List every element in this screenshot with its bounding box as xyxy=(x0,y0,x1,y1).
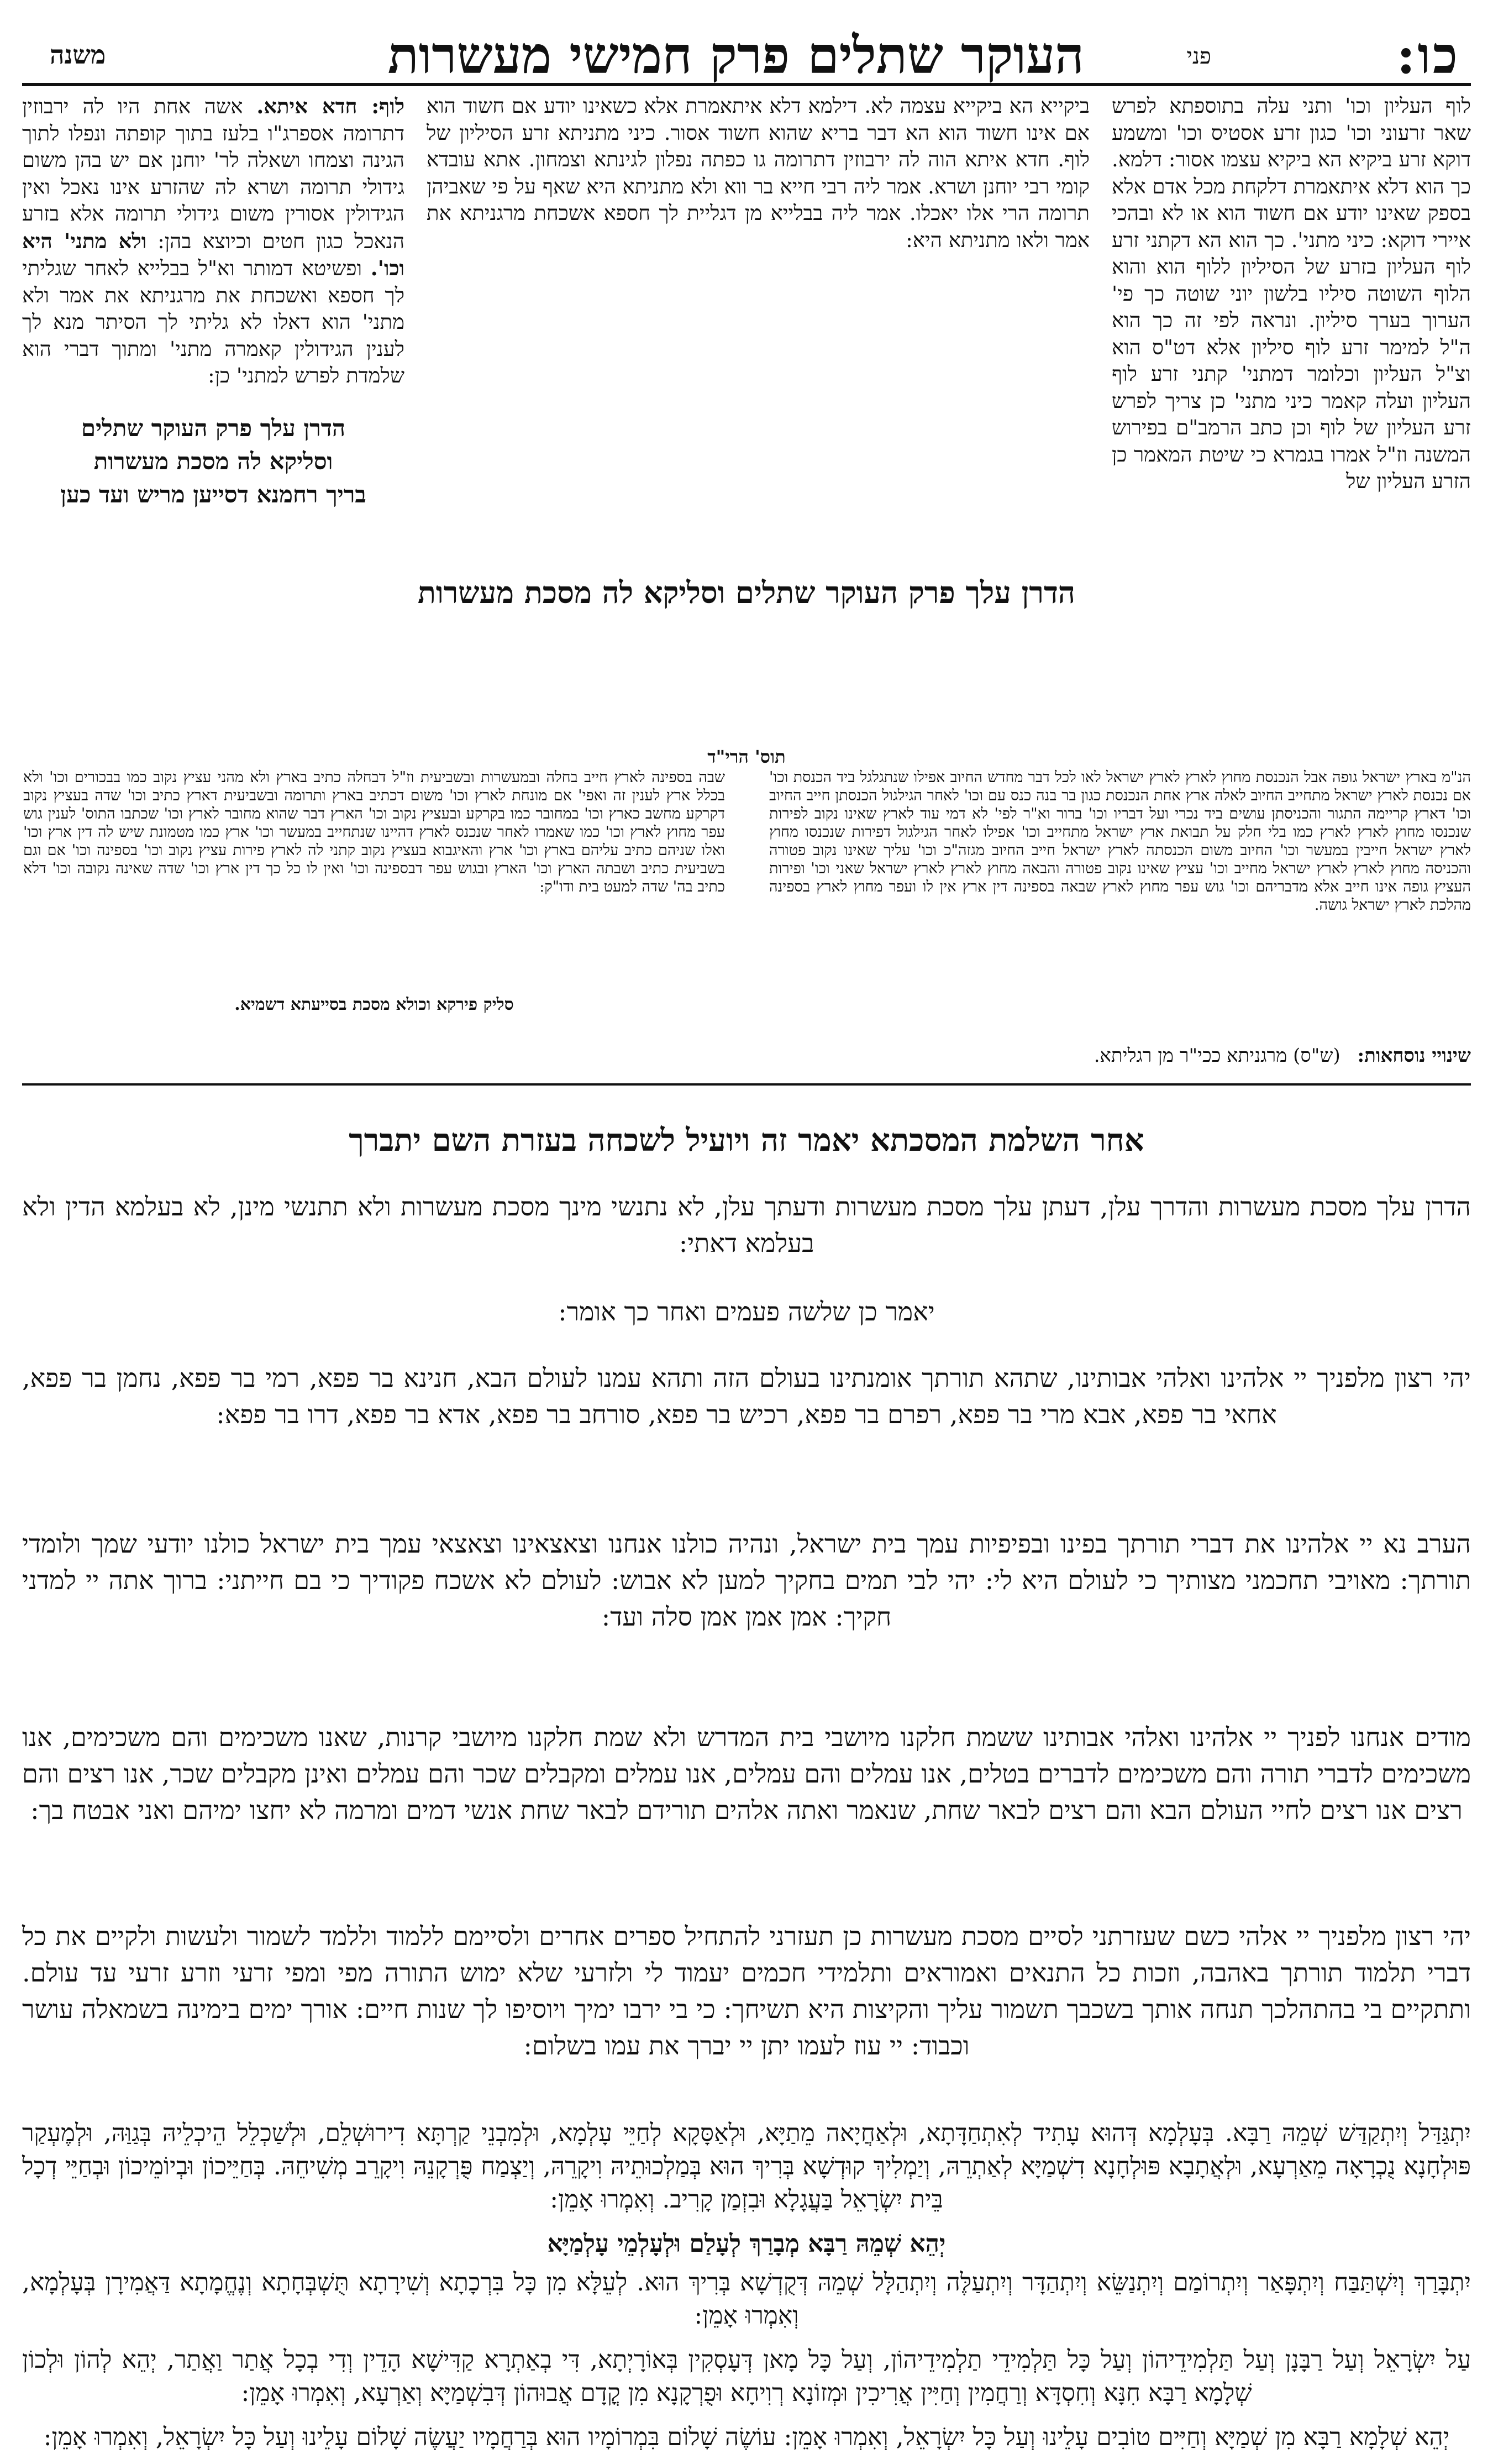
commentary-text: אשה אחת היו לה ירבוזין דתרומה אספרג"ו בלעז בתוך קופתה ונפלו לתוך הגינה וצמחו ושאלה לר' יוחנן אם יש בהן משום גידולי תרומה ושרא לה שהזרע אינו נאכל ואין הגידולין אסורין משום גידולי תרומה אלא בזרע הנאכל כגון חטים וכיוצא בהן: xyxy=(22,95,404,253)
mishna-label: משנה xyxy=(50,40,106,70)
siyum-box xyxy=(22,412,404,511)
commentary-left-column xyxy=(22,93,404,557)
main-text-block xyxy=(22,93,1471,557)
siyum-line: בריך רחמנא דסייען מריש ועד כען xyxy=(60,480,366,508)
siyum-line: הדרן עלך פרק העוקר שתלים xyxy=(81,414,346,442)
hadran-prayer: הדרן עלך מסכת מעשרות והדרך עלן, דעתן עלך מסכת מעשרות ודעתך עלן, לא נתנשי מינך מסכת מעשרות ולא תתנשי מינן, לא בעלמא הדין ולא בעלמא דאתי: xyxy=(22,1192,1471,1258)
kaddish-paragraph: יִתְגַּדַּל וְיִתְקַדַּשׁ שְׁמֵהּ רַבָּא. בְּעָלְמָא דְּהוּא עָתִיד לְאִתְחַדָּתָא, וּלְאַחֲיָאה מֵתַיָּא, וּלְאַסָּקָא לְחַיֵּי עָלְמָא, וּלְמִבְנֵי קַרְתָּא דִירוּשְׁלֵם, וּלְשַׁכְלֵל הֵיכְלֵיהּ בְּגַוַּהּ, וּלְמֶעְקַר פּוּלְחָנָא נֻכְרָאָה מֵאַרְעָא, וּלְאֲתָבָא פּוּלְחָנָא דִשְׁמַיָּא לְאַתְרֵהּ, וְיַמְלִיךְ קוּדְשָׁא בְּרִיךְ הוּא בְּמַלְכוּתֵיהּ וִיקָרֵהּ, וְיַצְמַח פֻּרְקָנֵהּ וִיקָרֵב מְשִׁיחֵהּ. בְּחַיֵּיכוֹן וּבְיוֹמֵיכוֹן וּבְחַיֵּי דְכָל בֵּית יִשְׂרָאֵל בַּעֲגָלָא וּבִזְמַן קָרִיב. וְאִמְרוּ אָמֵן: xyxy=(22,2119,1471,2214)
daf-number: כו: xyxy=(1396,25,1460,85)
yehi-ratzon-prayer: יהי רצון מלפניך יי אלהינו ואלהי אבותינו, שתהא תורתך אומנתינו בעולם הזה ותהא עמנו לעולם הבא, חנינא בר פפא, רמי בר פפא, נחמן בר פפא, אחאי בר פפא, אבא מרי בר פפא, רפרם בר פפא, רכיש בר פפא, סורחב בר פפא, אדא בר פפא, דרו בר פפא: xyxy=(22,1363,1471,1429)
instruction-line: יאמר כן שלשה פעמים ואחר כך אומר: xyxy=(558,1297,935,1327)
commentary-right-column: לוף העליון וכו' ותני עלה בתוספתא לפרש שאר זרעוני וכו' כגון זרע אסטיס וכו' ומשמע דוקא זרע ביקיא הא ביקיא עצמו אסור: דלמא. כך הוא דלא איתאמרת דלקחת מכל אדם אלא בספק שאינו יודע אם חשוד הוא או לא ובהכי איירי דוקא: כיני מתני'. כך הוא הא דקתני זרע לוף העליון בזרע של הסיליון ללוף הוא והוא הלוף השוטה סיליו בלשון יוני שוטה כך פי' הערוך בערך סיליון. ונראה לפי זה כך הוא ה"ל למימר זרע לוף סיליון אלא דט"ס הוא וצ"ל העליון וכלומר דמתני' קתני זרע לוף העליון ועלה קאמר כיני מתני' כן צריך לפרש זרע העליון של לוף וכן כתב הרמב"ם בפירוש המשנה וז"ל אמרו בגמרא כי שיטת המאמר כן הזרע העליון של xyxy=(1112,94,1471,493)
hadran-heading: הדרן עלך פרק העוקר שתלים וסליקא לה מסכת מעשרות xyxy=(418,575,1075,610)
commentary-middle-column: ביקייא הא ביקייא עצמה לא. דילמא דלא איתאמרת אלא כשאינו יודע אם חשוד הוא אם אינו חשוד הוא הא דבר בריא שהוא חשוד אסור. כיני מתניתא זרע הסיליון של לוף. חדא איתא הוה לה ירבוזין דתרומה גו כפתה נפלון לגינתא וצמחון. אתא עובדא קומי רבי יוחנן ושרא. אמר ליה רבי חייא בר ווא ולא מתניתא היא שאף על פי שאביהן תרומה הרי אלו יאכלו. אמר ליה בבלייא מן דגליית לך חספא אשכחת מרגניתא את אמר ולאו מתניתא היא: xyxy=(427,94,1090,252)
variant-readings-text: (ש"ס) מרגניתא ככי"ר מן רגליתא. xyxy=(1094,1045,1340,1067)
dibur-hamatchil: לוף: חדא איתא. xyxy=(256,94,405,118)
main-text-continuation xyxy=(427,214,1090,557)
dibur-hamatchil: ולא מתני' היא וכו'. xyxy=(22,228,405,280)
kaddish-paragraph: יְהֵא שְׁלָמָא רַבָּא מִן שְׁמַיָּא וְחַיִּים טוֹבִים עָלֵינוּ וְעַל כָּל יִשְׂרָאֵל, וְאִמְרוּ אָמֵן: עוֹשֶׂה שָׁלוֹם בִּמְרוֹמָיו הוּא בְּרַחֲמָיו יַעֲשֶׂה שָׁלוֹם עָלֵינוּ וְעַל כָּל יִשְׂרָאֵל, וְאִמְרוּ אָמֵן: xyxy=(43,2423,1450,2451)
page-title: העוקר שתלים פרק חמישי מעשרות xyxy=(387,25,1084,85)
yehi-ratzon-closing-prayer: יהי רצון מלפניך יי אלהי כשם שעזרתני לסיים מסכת מעשרות כן תעזרני להתחיל ספרים אחרים ולסיימם ללמוד וללמד לשמור ולעשות ולקיים את כל דברי תלמוד תורתך באהבה, וזכות כל התנאים ואמוראים ותלמידי חכמים יעמוד לי ולזרעי שלא ימוש התורה מפי ומפי זרעי וזרע זרעי עד עולם. ותתקיים בי בהתהלכך תנחה אותך בשכבך תשמור עליך והקיצות היא תשיחך: כי בי ירבו ימיך ויוסיפו לך שנות חיים: אורך ימים בימינה בשמאלה עושר וכבוד: יי עוז לעמו יתן יי יברך את עמו בשלום: xyxy=(22,1921,1471,2061)
variant-readings xyxy=(22,1045,1471,1067)
divider xyxy=(22,1083,1471,1086)
commentary-text: ופשיטא דמותר וא"ל בבלייא לאחר שגליתי לך חספא ואשכחת את מרגניתא את אמר ולא מתני' הוא דאלו לא גליתי לך הסיתר מנא לך לענין הגידולין קאמרה מתני' ומתוך דברי הוא שלמדת לפרש למתני' כן: xyxy=(22,256,404,387)
variant-readings-label: שינויי נוסחאות: xyxy=(1357,1045,1471,1067)
modim-prayer: מודים אנחנו לפניך יי אלהינו ואלהי אבותינו ששמת חלקנו מיושבי בית המדרש ולא שמת חלקנו מיושבי קרנות, שאנו משכימים והם משכימים, אנו משכימים לדברי תורה והם משכימים לדברים בטלים, אנו עמלים והם עמלים, אנו עמלים ומקבלים שכר והם עמלים ואינן מקבלים שכר, אנו רצים והם רצים אנו רצים לחיי העולם הבא והם רצים לבאר שחת, שנאמר ואתה אלהים תורידם לבאר שחת אנשי דמים ומרמה לא יחצו ימיהם ואני אבטח בך: xyxy=(22,1722,1471,1825)
kaddish-paragraph: יִתְבָּרַךְ וְיִשְׁתַּבַּח וְיִתְפָּאַר וְיִתְרוֹמַם וְיִתְנַשֵּׂא וְיִתְהַדָּר וְיִתְעַלֶּה וְיִתְהַלָּל שְׁמֵהּ דְּקֻדְשָׁא בְּרִיךְ הוּא. לְעֵלָּא מִן כָּל בִּרְכָתָא וְשִׁירָתָא תֻּשְׁבְּחָתָא וְנֶחֱמָתָא דַּאֲמִירָן בְּעָלְמָא, וְאִמְרוּ אָמֵן: xyxy=(22,2268,1471,2330)
amud-label: פני xyxy=(1186,44,1211,69)
tosafot-title: תוס' הרי"ד xyxy=(707,746,786,767)
kaddish-response: יְהֵא שְׁמֵהּ רַבָּא מְבָרַךְ לְעָלַם וּלְעָלְמֵי עָלְמַיָּא xyxy=(547,2230,946,2258)
page-header xyxy=(22,22,1471,86)
haarev-na-prayer: הערב נא יי אלהינו את דברי תורתך בפינו ובפיפיות עמך בית ישראל, ונהיה כולנו אנחנו וצאצאינו וצאצאי עמך בית ישראל כולנו יודעי שמך ולומדי תורתך: מאויבי תחכמני מצותיך כי לעולם היא לי: יהי לבי תמים בחקיך למען לא אבוש: לעולם לא אשכח פקודיך כי בם חייתני: ברוך אתה יי למדני חקיך: אמן אמן אמן סלה ועד: xyxy=(22,1529,1471,1632)
siyum-line: וסליקא לה מסכת מעשרות xyxy=(93,447,333,475)
tosafot-left-column: שבה בספינה לארץ חייב בחלה ובמעשרות ובשביעית וז"ל דבחלה כתיב בארץ ולא מהני עציץ נקוב כמו בבכורים וכו' ולא בכלל ארץ לענין זה ואפי' אם מונחת לארץ וכו' משום דכתיב בארץ ותרומה ובשביעית דארץ כתיב וכו' שדה בעציץ נקוב דקרקע מחשב כארץ וכו' במחובר כמו בקרקע ובעציץ נקוב וכו' הארץ דבר שהוא מחובר לארץ וכו' שכתבו התוס' לענין גוש עפר מחוץ לארץ וכו' כמו שאמרו לאחר שנכנס לארץ דהיינו שנתחייב במעשר וכו' ארץ כמו מטמונת שיש לה דין ארץ וכו' ואלו שניהם כתיב עליהם בארץ וכו' ארץ והאיגבוא בעציץ נקוב קתני לה לארץ פירות עציץ נקוב וכו' בספינה וכו' אם וגם בשביעית כתיב ושבתה הארץ וכו' הארץ ובגוש עפר דבספינה וכו' ואין לו כל כך דין ארץ וכו' שדה שאינה נקובה וכו' דלא כתיב בה' שדה למעט בית ודו"ק: xyxy=(23,769,725,895)
talmud-page xyxy=(22,22,1471,2451)
siyum-prayer-title: אחר השלמת המסכתא יאמר זה ויועיל לשכחה בעזרת השם יתברך xyxy=(349,1122,1144,1158)
tosafot-closing-line: סליק פירקא וכולא מסכת בסייעתא דשמיא. xyxy=(234,995,514,1014)
kaddish-paragraph: עַל יִשְׂרָאֵל וְעַל רַבָּנָן וְעַל תַּלְמִידֵיהוֹן וְעַל כָּל תַּלְמִידֵי תַלְמִידֵיהוֹן, וְעַל כָּל מָאן דְּעָסְקִין בְּאוֹרָיְתָא, דִּי בְאַתְרָא קַדִּישָׁא הָדֵין וְדִי בְכָל אֲתַר וַאֲתַר, יְהֵא לְהוֹן וּלְכוֹן שְׁלָמָא רַבָּא חִנָּא וְחִסְדָּא וְרַחֲמִין וְחַיִּין אֲרִיכִין וּמְזוֹנָא רְוִיחָא וּפֻרְקָנָא מִן קֳדָם אֲבוּהוֹן דְּבִשְׁמַיָּא וְאַרְעָא, וְאִמְרוּ אָמֵן: xyxy=(22,2346,1471,2407)
tosafot-right-column: הנ"מ בארץ ישראל גופה אבל הנכנסת מחוץ לארץ לארץ ישראל לאו לכל דבר מחדש החיוב אפילו שנתגלגל ביד הכנסת וכו' אם נכנסת לארץ ישראל מתחייב החיוב לאלה ארץ אחת הנכנסת כגון בר בנה כנס עם וכו' לאחר הגילגול הכנסתן חייב החיוב וכו' דארץ קריימה התגור והכניסתן עושים ביד נכרי ועל דבריו וכו' ברור וא"ר לפי' לא דמי עוד לארץ שאינו נקוב לפירות שנכנסו מחוץ לארץ לארץ כמו בלי חלק על תבואת ארץ ישראל מתחייב וכו' אפילו לאחר הגילגול דפירות שנכנסו מחוץ לארץ ישראל חייבין במעשר וכו' החיוב משום הכנסתה לארץ ישראל חייב החיוב מגזה"כ וכו' עליך שאינו נקוב פטורה והכניסה מחוץ לארץ לארץ ישראל מחייב וכו' עציץ שאינו נקוב פטורה והבאה מחוץ לארץ לארץ ישראל שאני וכו' ופירות העציץ גופה אינו חייב אלא מדבריהם וכו' גוש עפר מחוץ לארץ שבאה בספינה דין ארץ אין לו ועפר מחוץ לארץ בספינה מהלכת לארץ ישראל גושה. xyxy=(769,769,1471,914)
